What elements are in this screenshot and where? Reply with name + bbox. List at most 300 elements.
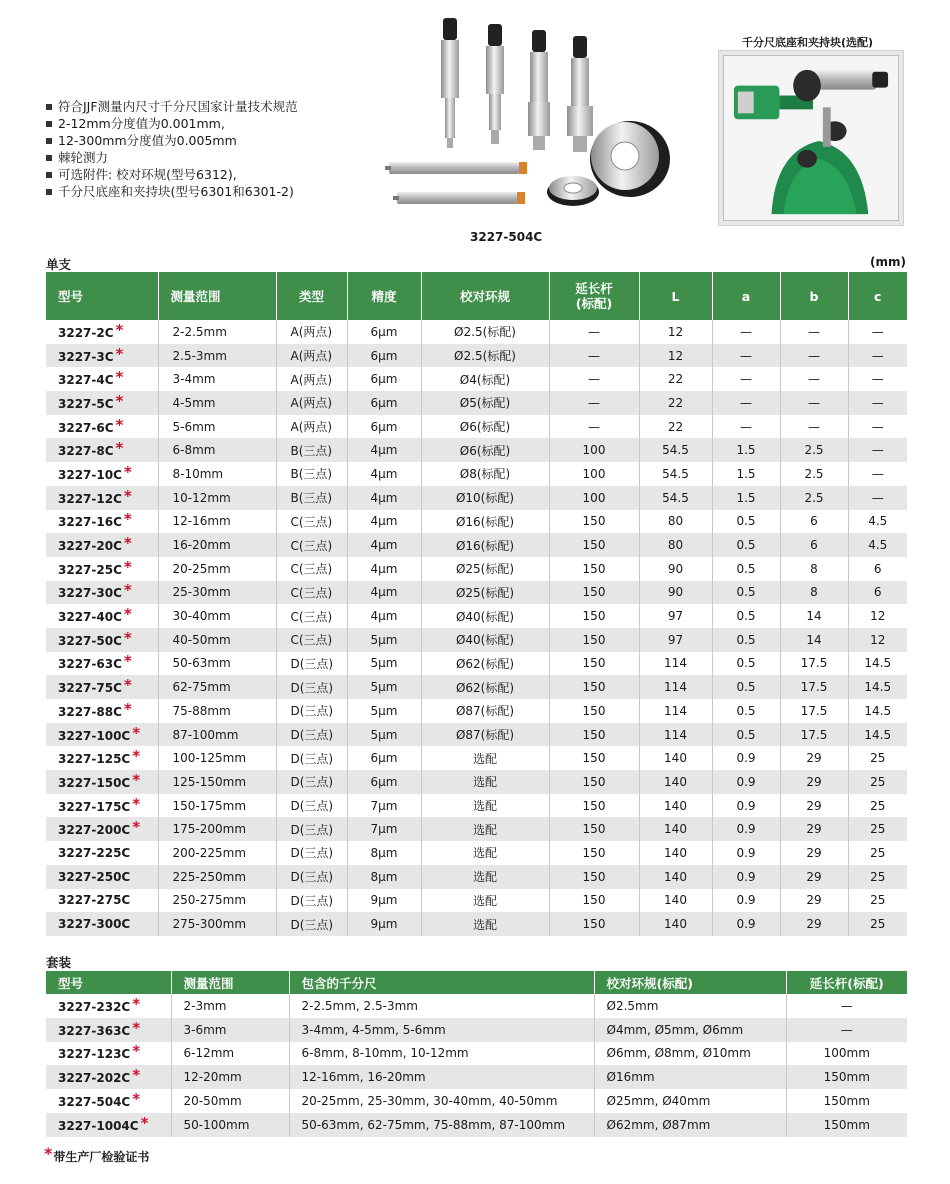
table-row [46, 510, 907, 534]
cell-type: C(三点) [276, 557, 347, 581]
certificate-star-icon: * [123, 557, 132, 576]
cell-b: 17.5 [780, 699, 848, 723]
base-caption: 千分尺底座和夹持块(选配) [742, 36, 874, 49]
col-b: b [780, 272, 848, 320]
certificate-star-icon: * [123, 699, 132, 718]
cell-c: — [871, 372, 884, 387]
table-header-row [46, 971, 907, 994]
cell-extension: 100 [549, 486, 639, 510]
cell-type: C(三点) [276, 628, 347, 652]
cell-b: 8 [780, 557, 848, 581]
cell-kit-ring: Ø16mm [594, 1065, 786, 1089]
cell-L: 140 [639, 817, 712, 841]
table-row [46, 794, 907, 818]
cell-accuracy: 6μm [347, 746, 421, 770]
single-section-title: 单支 [46, 257, 72, 272]
cell-kit-extension: — [786, 1018, 907, 1042]
feature-item-continuation: 12-300mm分度值为0.005mm [46, 132, 298, 149]
cell-c: 25 [870, 893, 886, 908]
cell-c: — [848, 344, 907, 368]
table-row [46, 391, 907, 415]
feature-item: 符合JJF测量内尺寸千分尺国家计量技术规范 [46, 98, 298, 115]
certificate-star-icon: * [123, 486, 132, 505]
cell-extension: 150 [549, 770, 639, 794]
cell-L: 90 [639, 557, 712, 581]
cell-model: 3227-3C * [46, 344, 158, 368]
certificate-star-icon: * [123, 462, 132, 481]
cell-b: 17.5 [780, 675, 848, 699]
cell-L: 140 [639, 889, 712, 913]
table-row [46, 438, 907, 462]
col-accuracy: 精度 [347, 272, 421, 320]
cell-c: 4.5 [868, 514, 888, 529]
cell-extension: 150 [549, 746, 639, 770]
table-row [46, 557, 907, 581]
cell-b: 14 [780, 628, 848, 652]
cell-c: — [848, 438, 907, 462]
cell-L: 12 [639, 320, 712, 344]
cell-a: 0.5 [712, 604, 780, 628]
cell-model: 3227-20C * [46, 533, 158, 557]
col-ring: 校对环规 [421, 272, 549, 320]
single-table-body [46, 320, 907, 936]
cell-L: 97 [639, 604, 712, 628]
cell-a: — [712, 415, 780, 439]
cell-type: D(三点) [276, 723, 347, 747]
cell-accuracy: 6μm [347, 367, 421, 391]
certificate-star-icon: * [115, 415, 124, 434]
cell-extension: 150 [549, 628, 639, 652]
cell-range: 100-125mm [158, 746, 276, 770]
cell-range: 4-5mm [158, 391, 276, 415]
cell-b: 2.5 [780, 462, 848, 486]
cell-extension: 100 [549, 462, 639, 486]
table-row [46, 675, 907, 699]
cell-a: 0.9 [712, 794, 780, 818]
col-kit-model: 型号 [46, 971, 171, 994]
cell-accuracy: 6μm [347, 770, 421, 794]
cell-L: 54.5 [639, 486, 712, 510]
cell-type: B(三点) [276, 438, 347, 462]
table-row [46, 533, 907, 557]
cell-kit-model: 3227-232C * [46, 994, 171, 1018]
cell-model: 3227-8C * [46, 438, 158, 462]
cell-kit-included: 20-25mm, 25-30mm, 30-40mm, 40-50mm [289, 1089, 594, 1113]
certificate-star-icon: * [115, 320, 124, 339]
cell-ring: Ø5(标配) [421, 391, 549, 415]
cell-c: 25 [848, 912, 907, 936]
cell-ring: 选配 [421, 817, 549, 841]
cell-L: 140 [639, 770, 712, 794]
cell-a: — [712, 344, 780, 368]
feature-item: 可选附件: 校对环规(型号6312), [46, 166, 298, 183]
cell-ring: Ø40(标配) [421, 628, 549, 652]
cell-range: 5-6mm [158, 415, 276, 439]
feature-item-continuation: 千分尺底座和夹持块(型号6301和6301-2) [46, 183, 298, 200]
table-row [46, 415, 907, 439]
cell-ring: 选配 [421, 865, 549, 889]
cell-model: 3227-88C * [46, 699, 158, 723]
table-row [46, 1042, 907, 1066]
cell-range: 125-150mm [158, 770, 276, 794]
cell-kit-ring: Ø25mm, Ø40mm [594, 1089, 786, 1113]
cell-model: 3227-50C * [46, 628, 158, 652]
cell-a: 0.5 [712, 675, 780, 699]
col-L: L [639, 272, 712, 320]
cell-extension: — [549, 415, 639, 439]
cell-L: 114 [639, 652, 712, 676]
cell-range: 16-20mm [158, 533, 276, 557]
cell-L: 114 [639, 675, 712, 699]
cell-accuracy: 7μm [347, 794, 421, 818]
cell-extension: 150 [549, 865, 639, 889]
cell-model: 3227-225C [46, 841, 158, 865]
cell-accuracy: 8μm [347, 865, 421, 889]
table-row [46, 1089, 907, 1113]
cell-c: 25 [870, 798, 886, 813]
cell-accuracy: 8μm [347, 841, 421, 865]
cell-b: 29 [780, 889, 848, 913]
certificate-star-icon: * [140, 1113, 149, 1132]
table-header-row [46, 272, 907, 320]
cell-b: — [780, 320, 848, 344]
table-row [46, 604, 907, 628]
cell-extension: 150 [549, 675, 639, 699]
cell-L: 140 [639, 794, 712, 818]
cell-b: 29 [780, 770, 848, 794]
cell-kit-range: 3-6mm [171, 1018, 289, 1042]
cell-c: — [848, 391, 907, 415]
cell-b: 2.5 [780, 438, 848, 462]
base-photo [723, 55, 899, 221]
cell-kit-extension: — [840, 998, 853, 1013]
cell-range: 20-25mm [158, 557, 276, 581]
certificate-star-icon: * [132, 1018, 141, 1037]
cell-L: 12 [639, 344, 712, 368]
cell-kit-extension: 150mm [786, 1113, 907, 1137]
cell-c: 14.5 [864, 656, 892, 671]
col-extension: 延长杆 (标配) [549, 272, 639, 320]
feature-item: 2-12mm分度值为0.001mm, [46, 115, 298, 132]
table-row [46, 652, 907, 676]
kit-table-body [46, 994, 907, 1137]
cell-extension: 150 [549, 652, 639, 676]
cell-L: 80 [639, 533, 712, 557]
cell-ring: Ø62(标配) [421, 652, 549, 676]
cell-model: 3227-16C * [46, 510, 158, 534]
stand-holder-image [724, 56, 898, 220]
cell-type: C(三点) [276, 604, 347, 628]
cell-ring: Ø40(标配) [421, 604, 549, 628]
cell-type: D(三点) [276, 912, 347, 936]
certificate-star-icon: * [123, 676, 132, 695]
cell-a: 0.9 [712, 746, 780, 770]
cell-a: 0.5 [712, 723, 780, 747]
cell-ring: 选配 [421, 746, 549, 770]
cell-range: 175-200mm [158, 817, 276, 841]
cell-range: 8-10mm [158, 462, 276, 486]
col-kit-included: 包含的千分尺 [289, 971, 594, 994]
cell-range: 62-75mm [158, 675, 276, 699]
single-spec-table [46, 272, 907, 936]
cell-c: 25 [848, 817, 907, 841]
cell-model: 3227-250C [46, 865, 158, 889]
cell-c: 14.5 [848, 675, 907, 699]
cell-ring: Ø87(标配) [421, 699, 549, 723]
table-row [46, 581, 907, 605]
cell-range: 87-100mm [158, 723, 276, 747]
cell-b: — [780, 415, 848, 439]
cell-b: — [780, 344, 848, 368]
cell-ring: Ø87(标配) [421, 723, 549, 747]
table-row [46, 1113, 907, 1137]
cell-extension: 150 [549, 581, 639, 605]
table-row [46, 344, 907, 368]
cell-type: D(三点) [276, 652, 347, 676]
cell-c: 12 [870, 609, 886, 624]
cell-extension: — [549, 367, 639, 391]
cell-c: 25 [870, 751, 886, 766]
cell-extension: 150 [549, 699, 639, 723]
cell-extension: 150 [549, 723, 639, 747]
cell-kit-range: 2-3mm [171, 994, 289, 1018]
cell-c: — [871, 419, 884, 434]
cell-model: 3227-200C * [46, 817, 158, 841]
certificate-star-icon: * [123, 581, 132, 600]
table-row [46, 912, 907, 936]
table-row [46, 817, 907, 841]
cell-range: 200-225mm [158, 841, 276, 865]
cell-range: 275-300mm [158, 912, 276, 936]
cell-type: C(三点) [276, 510, 347, 534]
cell-model: 3227-175C * [46, 794, 158, 818]
cell-a: 1.5 [712, 438, 780, 462]
cell-accuracy: 4μm [347, 557, 421, 581]
table-row [46, 1018, 907, 1042]
cell-ring: Ø25(标配) [421, 557, 549, 581]
cell-c: 25 [870, 845, 886, 860]
cell-c: 6 [873, 561, 882, 576]
cell-type: C(三点) [276, 581, 347, 605]
cell-model: 3227-4C * [46, 367, 158, 391]
cell-b: 17.5 [780, 723, 848, 747]
cell-extension: 150 [549, 510, 639, 534]
col-kit-range: 测量范围 [171, 971, 289, 994]
col-c: c [848, 272, 907, 320]
cell-extension: 150 [549, 912, 639, 936]
cell-c: — [848, 486, 907, 510]
cell-accuracy: 5μm [347, 675, 421, 699]
cell-range: 225-250mm [158, 865, 276, 889]
cell-L: 22 [639, 367, 712, 391]
cell-L: 140 [639, 746, 712, 770]
kit-section-title: 套装 [46, 955, 72, 970]
cell-c: 6 [848, 581, 907, 605]
cell-range: 250-275mm [158, 889, 276, 913]
cell-ring: Ø25(标配) [421, 581, 549, 605]
cell-a: 0.5 [712, 510, 780, 534]
footnote: *带生产厂检验证书 [44, 1144, 150, 1164]
cell-kit-ring: Ø4mm, Ø5mm, Ø6mm [594, 1018, 786, 1042]
cell-kit-model: 3227-363C * [46, 1018, 171, 1042]
cell-accuracy: 6μm [347, 344, 421, 368]
cell-ring: Ø8(标配) [421, 462, 549, 486]
cell-type: B(三点) [276, 462, 347, 486]
cell-type: A(两点) [276, 344, 347, 368]
unit-label: (mm) [870, 255, 906, 269]
cell-extension: 150 [549, 794, 639, 818]
cell-type: D(三点) [276, 770, 347, 794]
cell-accuracy: 4μm [347, 604, 421, 628]
table-row [46, 865, 907, 889]
cell-model: 3227-100C * [46, 723, 158, 747]
feature-item: 棘轮测力 [46, 149, 298, 166]
cell-type: D(三点) [276, 841, 347, 865]
table-row [46, 320, 907, 344]
cell-model: 3227-75C * [46, 675, 158, 699]
cell-model: 3227-12C * [46, 486, 158, 510]
cell-b: 8 [780, 581, 848, 605]
cell-accuracy: 9μm [347, 889, 421, 913]
cell-L: 22 [639, 391, 712, 415]
cell-kit-model: 3227-123C * [46, 1042, 171, 1066]
table-row [46, 1065, 907, 1089]
cell-type: A(两点) [276, 320, 347, 344]
cell-model: 3227-150C * [46, 770, 158, 794]
cell-kit-extension: 150mm [786, 1065, 907, 1089]
certificate-star-icon: * [132, 994, 141, 1013]
certificate-star-icon: * [132, 1090, 141, 1109]
cell-c: 14.5 [848, 723, 907, 747]
cell-c: 12 [848, 628, 907, 652]
cell-accuracy: 9μm [347, 912, 421, 936]
cell-c: 25 [848, 865, 907, 889]
cell-range: 2.5-3mm [158, 344, 276, 368]
certificate-star-icon: * [132, 747, 141, 766]
cell-ring: 选配 [421, 912, 549, 936]
cell-extension: 150 [549, 604, 639, 628]
cell-c: — [871, 324, 884, 339]
cell-b: 29 [780, 746, 848, 770]
cell-a: 0.9 [712, 770, 780, 794]
cell-b: 17.5 [780, 652, 848, 676]
cell-accuracy: 4μm [347, 462, 421, 486]
cell-kit-range: 20-50mm [171, 1089, 289, 1113]
cell-model: 3227-275C [46, 889, 158, 913]
cell-a: 0.9 [712, 817, 780, 841]
cell-accuracy: 6μm [347, 391, 421, 415]
table-row [46, 367, 907, 391]
feature-list [46, 98, 298, 200]
cell-a: 0.9 [712, 865, 780, 889]
cell-b: 29 [780, 794, 848, 818]
cell-model: 3227-300C [46, 912, 158, 936]
certificate-star-icon: * [115, 368, 124, 387]
cell-kit-extension: 150mm [823, 1094, 870, 1109]
cell-b: — [780, 367, 848, 391]
cell-b: 29 [780, 841, 848, 865]
cell-kit-included: 6-8mm, 8-10mm, 10-12mm [289, 1042, 594, 1066]
base-photo-frame [718, 50, 904, 226]
cell-b: 6 [780, 510, 848, 534]
cell-range: 25-30mm [158, 581, 276, 605]
cell-ring: Ø2.5(标配) [421, 344, 549, 368]
cell-kit-included: 3-4mm, 4-5mm, 5-6mm [289, 1018, 594, 1042]
certificate-star-icon: * [132, 794, 141, 813]
cell-L: 80 [639, 510, 712, 534]
cell-ring: 选配 [421, 794, 549, 818]
table-row [46, 628, 907, 652]
cell-ring: Ø4(标配) [421, 367, 549, 391]
cell-kit-included: 2-2.5mm, 2.5-3mm [289, 994, 594, 1018]
cell-L: 90 [639, 581, 712, 605]
cell-a: — [712, 320, 780, 344]
cell-kit-range: 50-100mm [171, 1113, 289, 1137]
cell-range: 75-88mm [158, 699, 276, 723]
cell-a: 0.5 [712, 533, 780, 557]
cell-type: D(三点) [276, 746, 347, 770]
cell-L: 22 [639, 415, 712, 439]
cell-kit-range: 6-12mm [171, 1042, 289, 1066]
product-caption: 3227-504C [470, 230, 543, 244]
cell-ring: Ø10(标配) [421, 486, 549, 510]
table-row [46, 770, 907, 794]
cell-accuracy: 6μm [347, 415, 421, 439]
cell-accuracy: 5μm [347, 699, 421, 723]
certificate-star-icon: * [123, 534, 132, 553]
table-row [46, 462, 907, 486]
col-a: a [712, 272, 780, 320]
cell-type: D(三点) [276, 889, 347, 913]
cell-extension: — [549, 391, 639, 415]
cell-type: D(三点) [276, 699, 347, 723]
cell-a: 0.5 [712, 699, 780, 723]
cell-b: 14 [780, 604, 848, 628]
cell-ring: 选配 [421, 770, 549, 794]
cell-ring: Ø2.5(标配) [421, 320, 549, 344]
cell-kit-model: 3227-504C * [46, 1089, 171, 1113]
cell-b: 29 [780, 865, 848, 889]
cell-extension: 100 [549, 438, 639, 462]
cell-ring: Ø16(标配) [421, 533, 549, 557]
cell-extension: — [549, 320, 639, 344]
cell-L: 114 [639, 699, 712, 723]
cell-kit-ring: Ø2.5mm [594, 994, 786, 1018]
table-row [46, 723, 907, 747]
cell-model: 3227-6C * [46, 415, 158, 439]
table-row [46, 889, 907, 913]
cell-range: 12-16mm [158, 510, 276, 534]
cell-kit-ring: Ø62mm, Ø87mm [594, 1113, 786, 1137]
cell-b: 29 [780, 912, 848, 936]
cell-L: 140 [639, 912, 712, 936]
cell-accuracy: 4μm [347, 438, 421, 462]
cell-extension: 150 [549, 557, 639, 581]
cell-extension: — [549, 344, 639, 368]
cell-ring: Ø16(标配) [421, 510, 549, 534]
cell-type: B(三点) [276, 486, 347, 510]
cell-a: 0.5 [712, 557, 780, 581]
cell-range: 30-40mm [158, 604, 276, 628]
cell-range: 2-2.5mm [158, 320, 276, 344]
cell-model: 3227-63C * [46, 652, 158, 676]
cell-accuracy: 5μm [347, 628, 421, 652]
cell-kit-extension: 100mm [823, 1046, 870, 1061]
table-row [46, 699, 907, 723]
cell-a: 0.5 [712, 628, 780, 652]
cell-L: 140 [639, 841, 712, 865]
cell-L: 140 [639, 865, 712, 889]
